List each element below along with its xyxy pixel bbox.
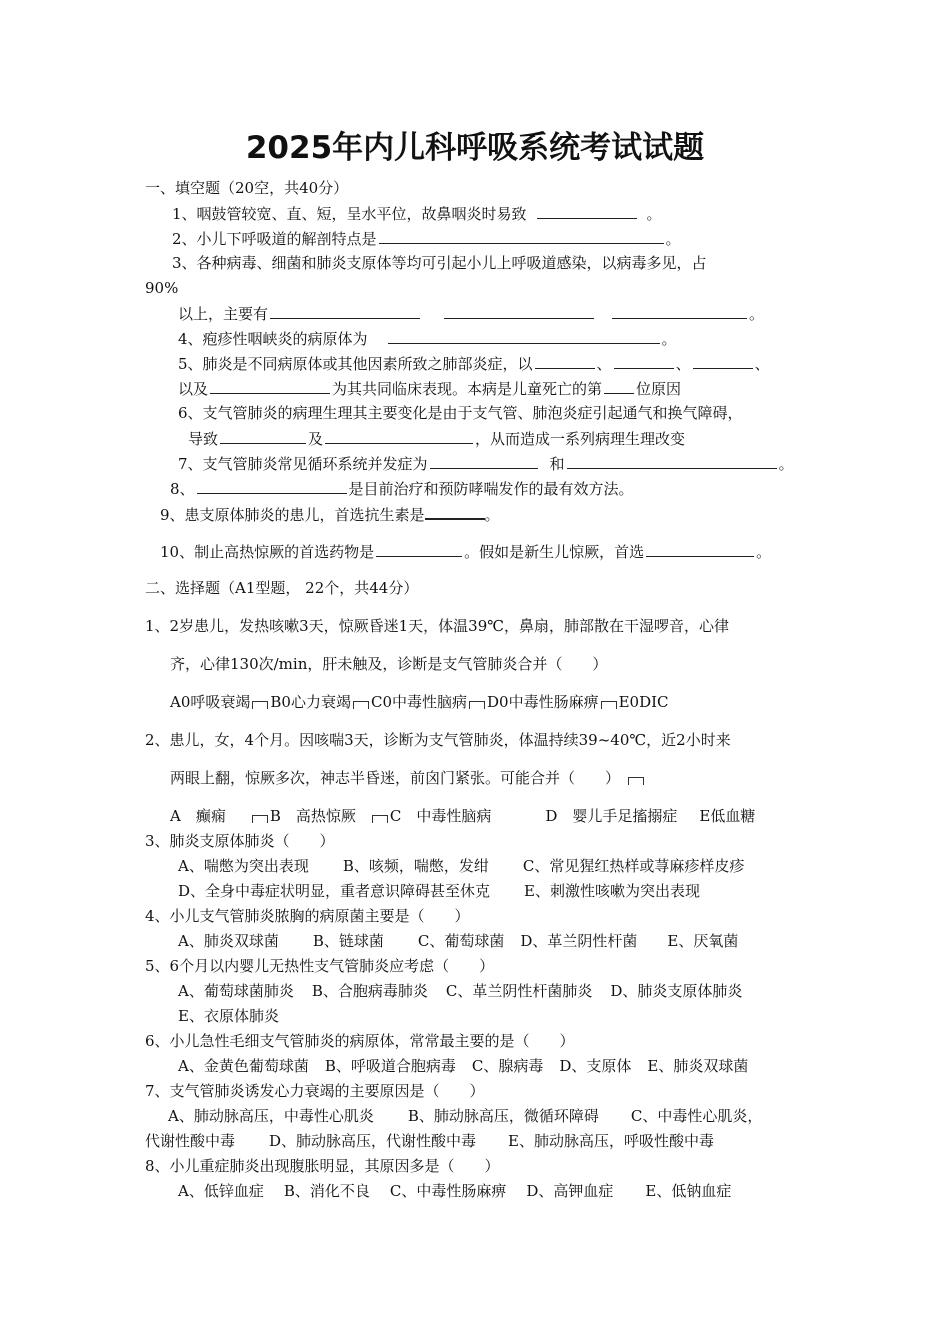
fill-question-3-line3: 以上，主要有 。 [178, 305, 765, 323]
choice-question-5-options-row2 [178, 1006, 279, 1026]
option-d: D、肺炎支原体肺炎 [610, 982, 743, 1000]
choice-question-1-line1: 1、2岁患儿，发热咳嗽3天，惊厥昏迷1天，体温39℃，鼻扇，肺部散在干湿啰音，心律 [145, 617, 730, 635]
option-c: C、葡萄球菌 [417, 932, 505, 950]
choice-question-7-options-row2: 代谢性酸中毒 D、肺动脉高压，代谢性酸中毒 E、肺动脉高压，呼吸性酸中毒 [145, 1132, 714, 1150]
answer-blank [220, 428, 306, 444]
option-e: E低血糖 [699, 807, 756, 825]
choice-question-3-options-row1 [178, 856, 744, 876]
choice-question-8-stem: 8、小儿重症肺炎出现腹胀明显，其原因多是（ ） [145, 1157, 500, 1175]
option-a: A、金黄色葡萄球菌 [178, 1057, 309, 1075]
choice-question-1-line2: 齐，心律130次/min，肝未触及，诊断是支气管肺炎合并（ ） [170, 655, 608, 673]
option-d: D0中毒性肠麻痹 [487, 693, 599, 711]
option-c: C、中毒性肠麻痹 [389, 1182, 507, 1200]
section-heading-fill: 一、填空题（20空，共40分） [145, 179, 349, 197]
option-a: A、肺炎双球菌 [178, 932, 279, 950]
answer-blank [604, 378, 634, 394]
option-a: A、喘憋为突出表现 [178, 857, 309, 875]
option-d: D 婴儿手足搐搦症 [545, 807, 678, 825]
answer-blank [379, 228, 664, 244]
option-e: E、厌氧菌 [667, 932, 739, 950]
answer-blank [425, 503, 485, 520]
fill-question-9: 9、患支原体肺炎的患儿，首选抗生素是 。 [160, 503, 500, 525]
option-c: C0中毒性脑病 [370, 693, 467, 711]
option-d: D、革兰阴性杆菌 [520, 932, 638, 950]
option-b: B、肺动脉高压，微循环障碍 [407, 1107, 599, 1125]
fill-question-6-line2: 导致 及 ，从而造成一系列病理生理改变 [188, 430, 686, 448]
option-a: A 癫痫 [170, 807, 226, 825]
answer-blank [444, 303, 594, 319]
option-e: E、刺激性咳嗽为突出表现 [524, 882, 700, 900]
choice-question-5-stem: 5、6个月以内婴儿无热性支气管肺炎应考虑（ ） [145, 957, 495, 975]
answer-blank [197, 478, 347, 494]
option-a: A、葡萄球菌肺炎 [178, 982, 294, 1000]
answer-blank [210, 378, 330, 394]
fill-question-2: 2、小儿下呼吸道的解剖特点是 。 [172, 230, 681, 248]
option-a: A、肺动脉高压，中毒性心肌炎 [168, 1107, 374, 1125]
answer-blank [535, 353, 595, 369]
choice-question-3-options-row2 [178, 881, 700, 901]
answer-blank [388, 328, 660, 344]
answer-blank [612, 303, 747, 319]
fill-question-7: 7、支气管肺炎常见循环系统并发症为 和 。 [178, 455, 794, 473]
option-b: B、咳频，喘憋，发绀 [342, 857, 489, 875]
choice-question-7-stem: 7、支气管肺炎诱发心力衰竭的主要原因是（ ） [145, 1082, 485, 1100]
fill-question-4: 4、疱疹性咽峡炎的病原体为 。 [178, 330, 677, 348]
choice-question-6-options [178, 1056, 748, 1076]
option-a: A、低锌血症 [178, 1182, 264, 1200]
option-c: C、常见猩红热样或荨麻疹样皮疹 [522, 857, 745, 875]
choice-question-3-stem: 3、肺炎支原体肺炎（ ） [145, 832, 335, 850]
choice-question-8-options [178, 1181, 731, 1201]
fill-question-1: 1、咽鼓管较宽、直、短，呈水平位，故鼻咽炎时易致 。 [172, 205, 662, 223]
fill-question-6-line1: 6、支气管肺炎的病理生理其主要变化是由于支气管、肺泡炎症引起通气和换气障碍， [178, 404, 743, 422]
fill-question-5-line1: 5、肺炎是不同病原体或其他因素所致之肺部炎症，以 、 、 、 [178, 355, 770, 373]
fill-question-5-line2: 以及 为其共同临床表现。本病是儿童死亡的第 位原因 [178, 380, 682, 398]
option-a: A0呼吸衰竭 [170, 693, 251, 711]
choice-question-2-options [170, 806, 755, 826]
option-b: B 高热惊厥 [269, 807, 356, 825]
option-d: D、高钾血症 [526, 1182, 614, 1200]
section-heading-choice: 二、选择题（A1型题， 22个，共44分） [145, 579, 419, 597]
choice-question-4-options [178, 931, 738, 951]
option-e: E、衣原体肺炎 [178, 1007, 279, 1025]
option-b: B、合胞病毒肺炎 [311, 982, 428, 1000]
option-d: D、全身中毒症状明显，重者意识障碍甚至休克 [178, 882, 491, 900]
option-c: C、中毒性心肌炎， [630, 1107, 763, 1125]
answer-blank [376, 541, 462, 557]
answer-blank [693, 353, 753, 369]
option-b: B0心力衰竭 [270, 693, 351, 711]
answer-blank [614, 353, 674, 369]
fill-question-10: 10、制止高热惊厥的首选药物是 。假如是新生儿惊厥，首选 。 [160, 543, 772, 561]
choice-question-4-stem: 4、小儿支气管肺炎脓胸的病原菌主要是（ ） [145, 907, 470, 925]
option-d: D、肺动脉高压，代谢性酸中毒 [269, 1132, 477, 1150]
option-e: E、肺炎双球菌 [647, 1057, 749, 1075]
fill-question-8: 8、 是目前治疗和预防哮喘发作的最有效方法。 [170, 480, 634, 498]
choice-question-1-options [170, 692, 669, 712]
answer-blank [270, 303, 420, 319]
choice-question-7-options-row1 [168, 1106, 762, 1126]
option-c: C、腺病毒 [471, 1057, 544, 1075]
fill-question-3-line1: 3、各种病毒、细菌和肺炎支原体等均可引起小儿上呼吸道感染，以病毒多见，占 [172, 254, 707, 272]
choice-question-2-line2: 两眼上翻，惊厥多次，神志半昏迷，前囟门紧张。可能合并（ ） [170, 768, 646, 788]
option-e: E0DIC [618, 693, 669, 711]
answer-blank [430, 453, 538, 469]
page-title: 2025年内儿科呼吸系统考试试题 [245, 130, 705, 166]
answer-blank [567, 453, 777, 469]
choice-question-6-stem: 6、小儿急性毛细支气管肺炎的病原体，常常最主要的是（ ） [145, 1032, 575, 1050]
answer-blank [646, 541, 754, 557]
option-c: C 中毒性脑病 [389, 807, 492, 825]
choice-question-5-options-row1 [178, 981, 742, 1001]
answer-blank [537, 203, 637, 219]
option-b: B、链球菌 [312, 932, 384, 950]
answer-blank [325, 428, 473, 444]
option-c: C、革兰阴性杆菌肺炎 [445, 982, 593, 1000]
option-e: E、低钠血症 [645, 1182, 732, 1200]
choice-question-2-line1: 2、患儿，女，4个月。因咳喘3天，诊断为支气管肺炎，体温持续39~40℃，近2小时来 [145, 731, 731, 749]
option-b: B、呼吸道合胞病毒 [324, 1057, 456, 1075]
option-d: D、支原体 [559, 1057, 632, 1075]
option-b: B、消化不良 [283, 1182, 370, 1200]
fill-question-3-line2: 90% [145, 279, 179, 297]
option-e: E、肺动脉高压，呼吸性酸中毒 [508, 1132, 714, 1150]
